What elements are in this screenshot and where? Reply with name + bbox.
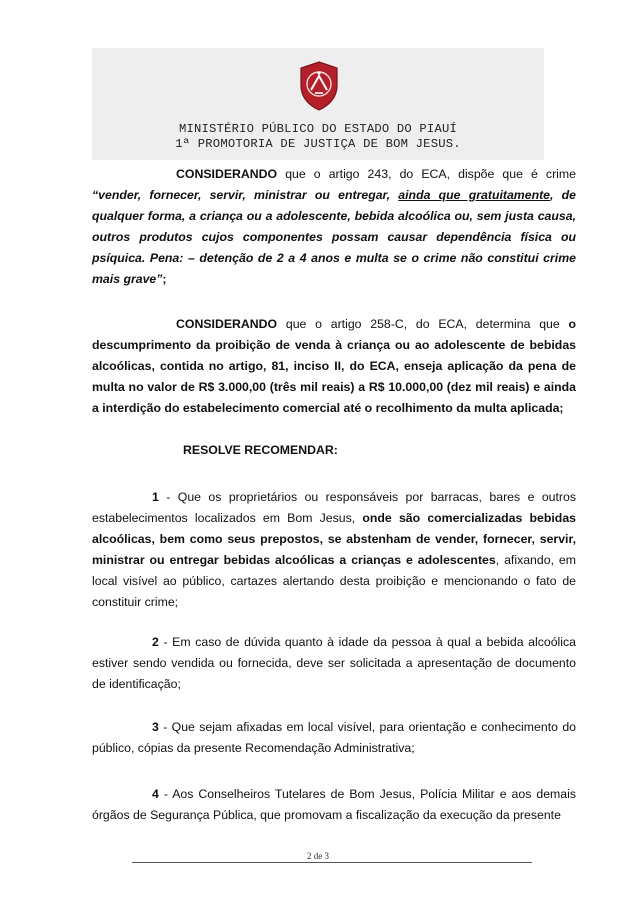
p1-quote-a: “vender, fornecer, servir, ministrar ou entregar, [92,188,399,202]
paragraph-item-3 [92,717,576,759]
p3-text-a: - Que os proprietários ou responsáveis por barracas, bares e outros estabelecimentos localizados em Bom Jesus, [92,490,576,525]
p6-text: - Aos Conselheiros Tutelares de Bom Jesus, Polícia Militar e aos demais órgãos de Segurança Pública, que promovam a fiscalização da execução da presente [92,787,576,822]
p3-bold-text: onde são comercializadas bebidas alcoólicas, bem como seus prepostos, se abstenham de vender, fornecer, servir, ministrar ou entregar bebidas alcoólicas a crianças e adolescentes [92,511,576,567]
p5-text: - Que sejam afixadas em local visível, para orientação e conhecimento do público, cópias da presente Recomendação Administrativa; [92,720,576,755]
institution-line-1: MINISTÉRIO PÚBLICO DO ESTADO DO PIAUÍ [178,122,457,136]
p1-quote-underlined: ainda que gratuitamente [398,188,551,202]
paragraph-item-1 [92,487,576,613]
p1-quote-b: , de qualquer forma, a criança ou a adolescente, bebida alcoólica ou, sem justa causa, outros produtos cujos componentes possam causar dependência física ou psíquica. Pena: – detenção de 2 a 4 anos e multa se o crime não constitui crime mais grave” [92,188,577,286]
item-number: 4 [152,787,159,801]
paragraph-item-4 [92,784,576,826]
considerando-label: CONSIDERANDO [176,167,278,181]
item-number: 1 [152,490,159,504]
ministerio-publico-seal-icon [297,60,341,112]
p3-text-b: , afixando, em local visível ao público, cartazes alertando desta proibição e mencionando o fato de constituir crime; [92,553,576,609]
p2-lead-text: que o artigo 258-C, do ECA, determina que [277,317,569,331]
p1-end: ; [162,272,167,286]
paragraph-considerando-2 [92,314,576,419]
considerando-label: CONSIDERANDO [176,317,278,331]
p4-text: - Em caso de dúvida quanto à idade da pessoa à qual a bebida alcoólica estiver sendo vendida ou fornecida, deve ser solicitada a apresentação de documento de identificação; [92,635,576,691]
paragraph-considerando-1 [92,164,576,290]
paragraph-item-2 [92,632,576,695]
item-number: 2 [152,635,159,649]
item-number: 3 [152,720,159,734]
resolve-heading: RESOLVE RECOMENDAR: [183,443,338,457]
page-number: 2 de 3 [302,851,334,861]
footer-rule [132,862,532,863]
p2-bold-text: o descumprimento da proibição de venda à criança ou ao adolescente de bebidas alcoólicas, contida no artigo, 81, inciso II, do ECA, enseja aplicação da pena de multa no valor de R$ 3.000,00 (três mil reais) a R$ 10.000,00 (dez mil reais) e ainda a interdição do estabelecimento comercial até o recolhimento da multa aplicada; [92,317,576,415]
p1-lead-text: que o artigo 243, do ECA, dispõe que é crime [277,167,576,181]
institution-line-2: 1ª PROMOTORIA DE JUSTIÇA DE BOM JESUS. [175,137,461,151]
